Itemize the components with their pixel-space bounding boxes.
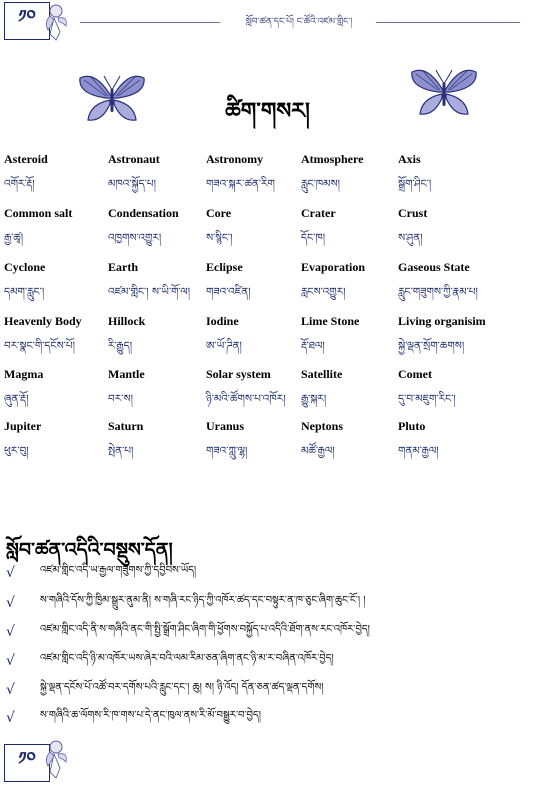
glossary-translation: རླུང་ཁམས། [301, 178, 340, 190]
check-mark-icon: √ [6, 565, 15, 581]
glossary-term: Condensation [108, 206, 179, 220]
glossary-term: Mantle [108, 367, 145, 381]
glossary-translation: དོང་ཁ། [301, 232, 326, 244]
header-rule-left [80, 22, 220, 23]
summary-item [6, 680, 526, 700]
glossary-term: Astronomy [206, 152, 264, 166]
header-title: སློབ་ཚན་དང་པོ། ང་ཚོའི་འཛམ་གླིང་། [245, 17, 353, 27]
glossary-term: Crater [301, 206, 336, 220]
glossary-term: Gaseous State [398, 260, 470, 274]
glossary-term: Saturn [108, 419, 144, 433]
glossary-translation: རླངས་འགྱུར། [301, 286, 346, 298]
glossary-translation: ཨ་ཡོ་ཌིན། [206, 340, 242, 352]
header-rule-right [376, 22, 520, 23]
glossary-term: Astronaut [108, 152, 160, 166]
glossary-translation: བར་སྣང་གི་དངོས་པོ། [4, 340, 75, 352]
summary-text: འཛམ་གླིང་འདི་ཉི་མ་འཁོར་ཡས་ཞེར་བའི་ལམ་རིམ་ཅན་ཞིག་ནང་ཉི་མ་ར་བཞིན་འཁོར་བྱེད། [40, 653, 334, 664]
glossary-term: Atmosphere [301, 152, 364, 166]
glossary-term: Iodine [206, 314, 239, 328]
glossary-translation: སྒྲོག་ཤིང་། [398, 178, 432, 190]
summary-text: འཛམ་གླིང་འདི་ཡ་རྒྱལ་གཟུགས་ཀྱི་དབྱིབས་ཡོད། [40, 565, 197, 576]
glossary-translation: རྒྱ་ཚྭ། [4, 232, 24, 244]
glossary-term: Lime Stone [301, 314, 360, 328]
glossary-translation: སྤེན་པ། [108, 445, 134, 457]
glossary-term: Pluto [398, 419, 426, 433]
glossary-translation: བར་ས། [108, 393, 133, 405]
glossary-term: Jupiter [4, 419, 42, 433]
glossary-translation: གཟའ་འཛིན། [206, 286, 251, 298]
fairy-icon [40, 2, 72, 42]
glossary-translation: ས་སྙིང་། [206, 232, 233, 244]
glossary-translation: གནམ་རྒྱལ། [398, 445, 439, 457]
fairy-icon [40, 738, 72, 782]
summary-item [6, 708, 526, 728]
check-mark-icon: √ [6, 624, 15, 640]
glossary-translation: འཛམ་གླིང་། ས་ཡི་གོ་ལ། [108, 286, 191, 298]
glossary-translation: རི་རྒྱུད། [108, 340, 133, 352]
glossary-term: Magma [4, 367, 44, 381]
summary-item [6, 593, 526, 613]
glossary-translation: མཁའ་སྐྱོད་པ། [108, 178, 156, 190]
glossary-term: Hillock [108, 314, 146, 328]
butterfly-icon [408, 62, 480, 122]
glossary-term: Heavenly Body [4, 314, 82, 328]
glossary-translation: མཚོ་རྒྱལ། [301, 445, 335, 457]
glossary-translation: རླུང་གཟུགས་ཀྱི་རྣམ་པ། [398, 286, 478, 298]
check-mark-icon: √ [6, 682, 15, 698]
glossary-translation: ས་ཤུན། [398, 232, 423, 244]
glossary-term: Common salt [4, 206, 73, 220]
check-mark-icon: √ [6, 653, 15, 669]
summary-text: སྐྱེ་ལྡན་དངོས་པོ་འཚོ་བར་དགོས་པའི་རླུང་དང་། ཆུ། ས། ཉི་འོད། དོན་ཅན་ཚད་ལྡན་དགོས། [40, 682, 324, 693]
page-number: ༡༠ [18, 7, 36, 27]
section-heading: སློབ་ཚན་འདིའི་བསྡུས་དོན། [6, 539, 173, 561]
glossary-translation: འགོར་རྡོ། [4, 178, 35, 190]
glossary-translation: འཁྱགས་འགྱུར། [108, 232, 162, 244]
glossary-title: ཚིག་གསར། [225, 99, 310, 124]
glossary-translation: རྒྱུ་སྐར། [301, 393, 327, 405]
glossary-translation: ཉི་མའི་ཚོགས་པ་འཁོར། [206, 393, 286, 405]
glossary-term: Asteroid [4, 152, 48, 166]
glossary-translation: རྡོ་ཐལ། [301, 340, 325, 352]
glossary-term: Comet [398, 367, 432, 381]
check-mark-icon: √ [6, 595, 15, 611]
summary-text: ས་གཞིའི་དོས་ཀྱི་ཁྱིམ་སྒྲུར་ནུམ་ནི། ས་གཞི་རང་ཉིད་ཀྱི་འཁོར་ཚད་དང་བསྟུར་ན་ཁ་ཅུང་ཞིག་ཆུང་ངོ་། ། [40, 595, 366, 606]
glossary-translation: དུ་བ་མཇུག་རིང་། [398, 393, 456, 405]
glossary-translation: གཟའ་ཀླུ་ལྷ། [206, 445, 248, 457]
summary-item [6, 651, 526, 671]
glossary-term: Crust [398, 206, 428, 220]
glossary-term: Uranus [206, 419, 245, 433]
glossary-translation: གཟའ་སྐར་ཚན་རིག [206, 178, 275, 190]
summary-text: ས་གཞིའི་ཆ་ལོགས་རི་ཁ་གས་པ་དེ་ནང་ཁུལ་ནས་རི་མོ་བསྒྱུར་བ་བྱེད། [40, 710, 261, 721]
glossary-term: Cyclone [4, 260, 46, 274]
glossary-translation: ཕུར་བུ། [4, 445, 29, 457]
check-mark-icon: √ [6, 710, 15, 726]
summary-item [6, 622, 526, 642]
footer-page-number: ༡༠ [18, 749, 36, 769]
summary-item [6, 563, 526, 583]
glossary-translation: ཞུན་རྡོ། [4, 393, 29, 405]
glossary-term: Solar system [206, 367, 271, 381]
glossary-term: Core [206, 206, 232, 220]
glossary-term: Evaporation [301, 260, 366, 274]
glossary-term: Eclipse [206, 260, 243, 274]
glossary-term: Living organisim [398, 314, 486, 328]
glossary-translation: སྐྱེ་ལྡན་སྲོག་ཆགས། [398, 340, 465, 352]
glossary-term: Satellite [301, 367, 343, 381]
glossary-translation: དམག་རླུང་། [4, 286, 45, 298]
summary-text: འཛམ་གླིང་འདི་ནི་ས་གཞིའི་ནང་གི་སྤྱི་སྒྲོག་ཤིང་ཞིག་གི་ཕྱོགས་བསྐྱོད་པ་འདིའི་ཐོག་ནས་རང་འཁོར་བྱེད། [40, 624, 370, 635]
glossary-term: Earth [108, 260, 138, 274]
glossary-term: Axis [398, 152, 421, 166]
glossary-term: Neptons [301, 419, 344, 433]
